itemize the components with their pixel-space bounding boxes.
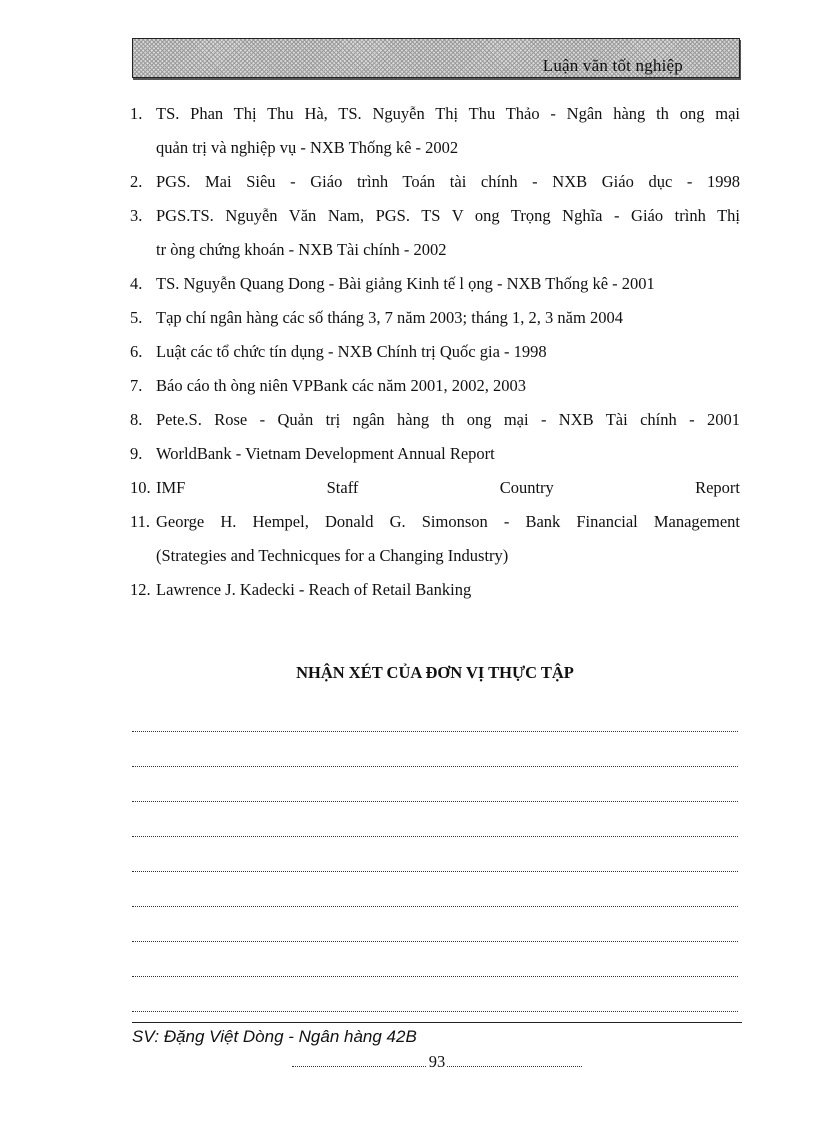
reference-item bbox=[130, 97, 740, 165]
reference-text-continued: tr òng chứng khoán - NXB Tài chính - 2002 bbox=[156, 240, 447, 259]
page-number-area bbox=[292, 1052, 582, 1072]
reference-number: 10. bbox=[130, 478, 151, 497]
comment-line bbox=[132, 906, 738, 907]
reference-text: Báo cáo th òng niên VPBank các năm 2001, 2002, 2003 bbox=[156, 376, 526, 395]
reference-text: PGS.TS. Nguyễn Văn Nam, PGS. TS V ong Trọng Nghĩa - Giáo trình Thị bbox=[156, 206, 740, 225]
comment-line bbox=[132, 1011, 738, 1012]
reference-item bbox=[130, 573, 740, 607]
reference-item bbox=[130, 403, 740, 437]
reference-item bbox=[130, 165, 740, 199]
comment-line bbox=[132, 976, 738, 977]
reference-number: 11. bbox=[130, 512, 151, 531]
reference-number: 12. bbox=[130, 580, 151, 599]
reference-number: 2. bbox=[130, 172, 143, 191]
footer-divider bbox=[132, 1022, 742, 1023]
reference-number: 9. bbox=[130, 444, 143, 463]
reference-item bbox=[130, 505, 740, 573]
reference-text: George H. Hempel, Donald G. Simonson - Bank Financial Management bbox=[156, 512, 740, 531]
reference-item bbox=[130, 369, 740, 403]
reference-text: IMF Staff Country Report bbox=[156, 478, 740, 497]
reference-item bbox=[130, 267, 740, 301]
reference-text: WorldBank - Vietnam Development Annual Report bbox=[156, 444, 495, 463]
comment-line bbox=[132, 836, 738, 837]
reference-text: TS. Nguyễn Quang Dong - Bài giảng Kinh tế l ọng - NXB Thống kê - 2001 bbox=[156, 274, 655, 293]
reference-text: Tạp chí ngân hàng các số tháng 3, 7 năm 2003; tháng 1, 2, 3 năm 2004 bbox=[156, 308, 623, 327]
comment-line bbox=[132, 731, 738, 732]
comment-line bbox=[132, 871, 738, 872]
reference-text: Pete.S. Rose - Quản trị ngân hàng th ong mại - NXB Tài chính - 2001 bbox=[156, 410, 740, 429]
reference-text: TS. Phan Thị Thu Hà, TS. Nguyễn Thị Thu Thảo - Ngân hàng th ong mại bbox=[156, 104, 740, 123]
footer-author: SV: Đặng Việt Dòng - Ngân hàng 42B bbox=[132, 1027, 417, 1046]
reference-item bbox=[130, 437, 740, 471]
section-title: NHẬN XÉT CỦA ĐƠN VỊ THỰC TẬP bbox=[296, 663, 574, 682]
reference-number: 5. bbox=[130, 308, 143, 327]
reference-item bbox=[130, 301, 740, 335]
reference-text: Lawrence J. Kadecki - Reach of Retail Banking bbox=[156, 580, 472, 599]
reference-item bbox=[130, 335, 740, 369]
reference-item bbox=[130, 199, 740, 267]
comment-line bbox=[132, 801, 738, 802]
reference-text-continued: quản trị và nghiệp vụ - NXB Thống kê - 2002 bbox=[156, 138, 459, 157]
header-title: Luận văn tốt nghiệp bbox=[542, 56, 683, 75]
reference-number: 8. bbox=[130, 410, 143, 429]
reference-text: Luật các tổ chức tín dụng - NXB Chính trị Quốc gia - 1998 bbox=[156, 342, 547, 361]
reference-number: 6. bbox=[130, 342, 143, 361]
reference-item bbox=[130, 471, 740, 505]
page-number: 93 bbox=[428, 1052, 446, 1071]
reference-number: 7. bbox=[130, 376, 143, 395]
reference-text: PGS. Mai Siêu - Giáo trình Toán tài chính - NXB Giáo dục - 1998 bbox=[156, 172, 740, 191]
comment-line bbox=[132, 941, 738, 942]
reference-number: 1. bbox=[130, 104, 143, 123]
comment-line bbox=[132, 766, 738, 767]
reference-number: 3. bbox=[130, 206, 143, 225]
reference-list bbox=[130, 97, 740, 607]
header-bar bbox=[132, 38, 740, 78]
reference-number: 4. bbox=[130, 274, 143, 293]
reference-text-continued: (Strategies and Technicques for a Changing Industry) bbox=[156, 546, 509, 565]
